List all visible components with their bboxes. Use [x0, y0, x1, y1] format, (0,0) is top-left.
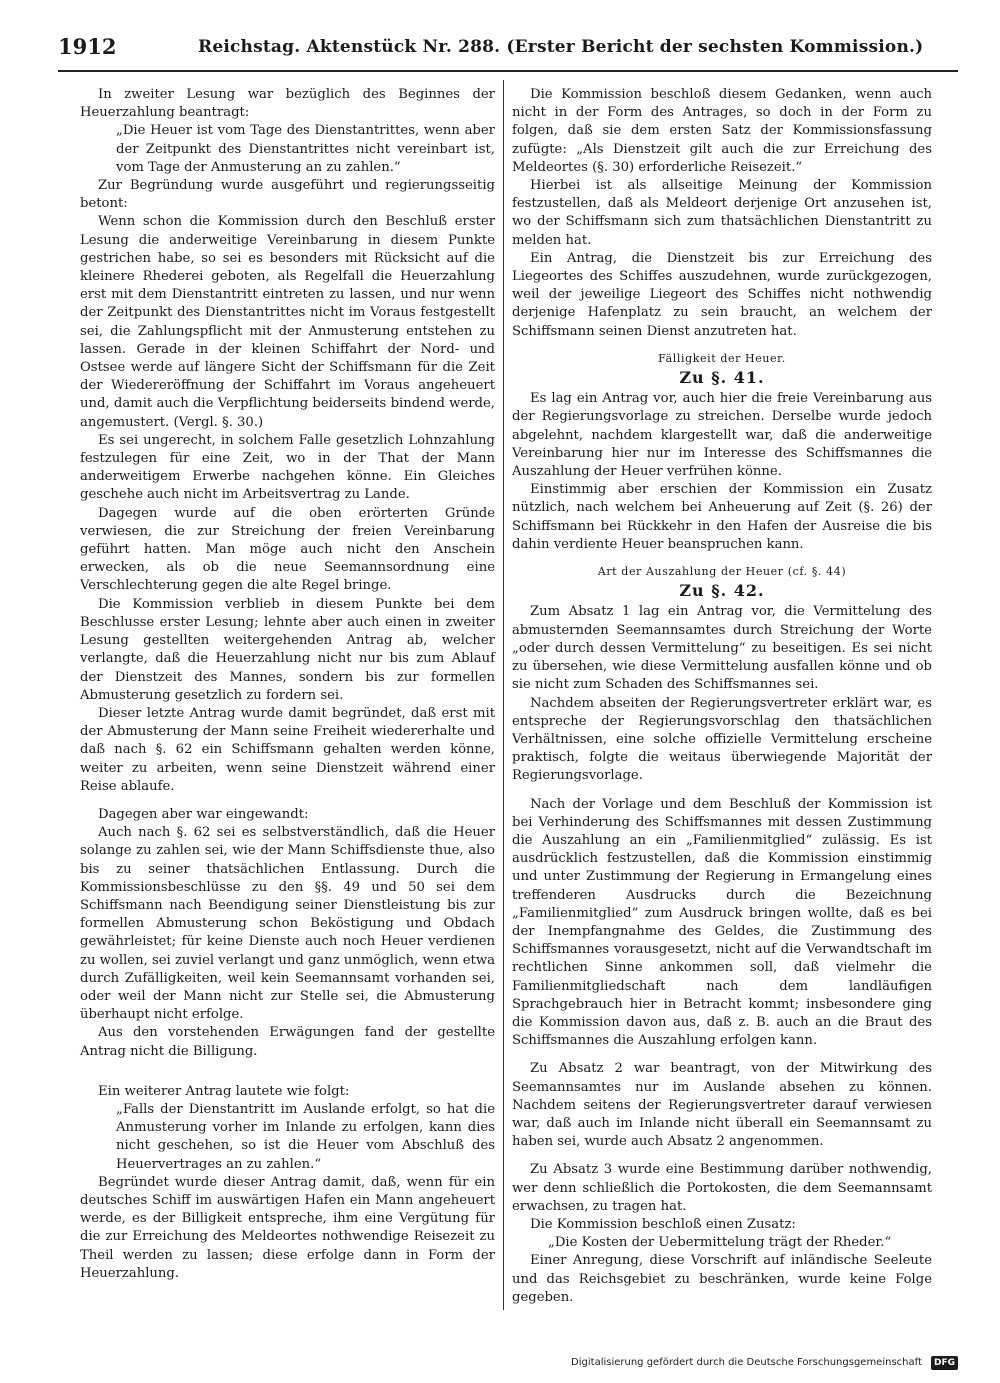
funding-note: Digitalisierung gefördert durch die Deutsche Forschungsgemeinschaft: [571, 1357, 922, 1368]
paragraph: Dagegen aber war eingewandt:: [98, 806, 309, 822]
paragraph: Zu Absatz 3 wurde eine Bestimmung darüber nothwendig, wer denn schließlich die Portokosten, die dem Seemannsamt erwachsen, zu tragen hat.: [512, 1162, 932, 1214]
right-column: [512, 86, 932, 1307]
paragraph: Dagegen wurde auf die oben erörterten Gründe verwiesen, die zur Streichung der freien Vereinbarung geführt hatten. Man möge auch nicht den Anschein erwecken, als ob die neue Seemannsordnung eine Verschlechterung gegen die alte Regel bringe.: [80, 505, 495, 594]
paragraph: Auch nach §. 62 sei es selbstverständlich, daß die Heuer solange zu zahlen sei, wie der Mann Schiffsdienste thue, also bis zu seiner thatsächlichen Entlassung. Durch die Kommissionsbeschlüsse zu den §§. 49 und 50 sei dem Schiffsmann nach Beendigung seiner Dienstleistung bis zur formellen Abmusterung schon Beköstigung und Obdach gewährleistet; für keine Dienste auch noch Heuer verdienen zu wollen, sei zuviel verlangt und ganz unmöglich, wenn etwa durch Zufälligkeiten, weil kein Seemannsamt vorhanden sei, oder weil der Mann nicht zur Stelle sei, die Abmusterung überhaupt nicht erfolge.: [80, 825, 496, 1023]
left-column: [80, 86, 495, 1283]
footer: [571, 1352, 958, 1370]
paragraph: Nach der Vorlage und dem Beschluß der Kommission ist bei Verhinderung des Schiffsmannes mit dessen Zustimmung die Auszahlung an ein „Familienmitglied“ zulässig. Es ist ausdrücklich festzustellen, daß die Kommission einstimmig und unter Zustimmung der Regierung in Ermangelung eines treffenderen Ausdrucks durch die Bezeichnung „Familienmitglied“ zum Ausdruck bringen wollte, daß es bei der Inempfangnahme des Geldes, die Zustimmung des Schiffsmannes vorausgesetzt, nicht auf die Verwandtschaft im rechtlichen Sinne ankommen soll, daß vielmehr die Familienmitgliedschaft nach dem landläufigen Sprachgebrauch hier in Betracht kommt; insbesondere ging die Kommission davon aus, daß z. B. auch an die Braut des Schiffsmannes die Auszahlung erfolgen kann.: [512, 796, 932, 1049]
paragraph: Wenn schon die Kommission durch den Beschluß erster Lesung die anderweitige Vereinbarung in diesem Punkte gestrichen habe, so sei es besonders mit Rücksicht auf die kleinere Rhederei geboten, als Regelfall die Heuerzahlung erst mit dem Dienstantritt eintreten zu lassen, und nur wenn der Zeitpunkt des Dienstantrittes nicht im Voraus festgestellt sei, die Zahlungspflicht mit der Anmusterung entstehen zu lassen. Gerade in der kleinen Schiffahrt der Nord- und Ostsee werde auf längere Sicht der Schiffsmann für die Zeit der Wiedereröffnung der Schiffahrt im Voraus angeheuert und, damit auch die Verpflichtung beiderseits bindend werde, angemustert. (Vergl. §. 30.): [80, 214, 495, 430]
paragraph: Es sei ungerecht, in solchem Falle gesetzlich Lohnzahlung festzulegen für eine Zeit, wo in der That der Mann anderweitigem Erwerbe nachgehen könne. Ein Gleiches geschehe auch nicht im Arbeitsvertrag zu Lande.: [80, 432, 495, 503]
paragraph: Die Kommission beschloß einen Zusatz:: [530, 1216, 796, 1232]
page-number: 1912: [58, 34, 117, 59]
column-separator: [503, 80, 504, 1310]
section-heading: Fälligkeit der Heuer.: [658, 351, 786, 365]
paragraph: Aus den vorstehenden Erwägungen fand der gestellte Antrag nicht die Billigung.: [80, 1025, 495, 1059]
paragraph: Ein weiterer Antrag lautete wie folgt:: [98, 1083, 350, 1099]
quotation: „Die Kosten der Uebermittelung trägt der Rheder.“: [548, 1235, 892, 1251]
paragraph: Hierbei ist als allseitige Meinung der Kommission festzustellen, daß als Meldeort derjenige Ort anzusehen ist, wo der Schiffsmann sich zum thatsächlichen Dienstantritt zu melden hat.: [512, 178, 932, 248]
running-title: Reichstag. Aktenstück Nr. 288. (Erster Bericht der sechsten Kommission.): [198, 37, 924, 57]
section-number: Zu §. 41.: [679, 368, 765, 388]
paragraph: Zum Absatz 1 lag ein Antrag vor, die Vermittelung des abmusternden Seemannsamtes durch Streichung der Worte „oder durch dessen Vermittelung“ zu beseitigen. Es sei nicht zu übersehen, wie diese Vermittelung ausfallen könne und ob sie nicht zum Schaden des Schiffsmannes sei.: [512, 604, 932, 693]
paragraph: Zu Absatz 2 war beantragt, von der Mitwirkung des Seemannsamtes nur im Auslande absehen zu können. Nachdem seitens der Regierungsvertreter darauf verwiesen war, daß auch im Inlande nicht überall ein Seemannsamt zu haben sei, wurde auch Absatz 2 angenommen.: [512, 1061, 932, 1150]
paragraph: Es lag ein Antrag vor, auch hier die freie Vereinbarung aus der Regierungsvorlage zu streichen. Derselbe wurde jedoch abgelehnt, nachdem klargestellt war, daß die anderweitige Vereinbarung hier nur im Interesse des Schiffsmannes die Auszahlung der Heuer verfrühen könne.: [512, 391, 932, 480]
paragraph: Zur Begründung wurde ausgeführt und regierungsseitig betont:: [80, 178, 495, 212]
paragraph: Ein Antrag, die Dienstzeit bis zur Erreichung des Liegeortes des Schiffes auszudehnen, wurde zurückgezogen, weil der jeweilige Liegeort des Schiffes nicht nothwendig derjenige Hafenplatz zu sein braucht, an welchem der Schiffsmann seinen Dienst anzutreten hat.: [512, 250, 932, 339]
paragraph: Begründet wurde dieser Antrag damit, daß, wenn für ein deutsches Schiff im auswärtigen Hafen ein Mann angeheuert werde, es der Billigkeit entspreche, ihm eine Vergütung für die zur Erreichung des Meldeortes nothwendige Reisezeit zu Theil werden zu lassen; diese erfolge dann in Form der Heuerzahlung.: [80, 1174, 495, 1281]
paragraph: Nachdem abseiten der Regierungsvertreter erklärt war, es entspreche der Regierungsvorschlag den thatsächlichen Verhältnissen, eine solche offizielle Vermittelung erscheine praktisch, folgte die weitaus überwiegende Majorität der Regierungsvorlage.: [512, 695, 932, 784]
paragraph: Die Kommission beschloß diesem Gedanken, wenn auch nicht in der Form des Antrages, so doch in der Form zu folgen, daß sie dem ersten Satz der Kommissionsfassung zufügte: „Als Dienstzeit gilt auch die zur Erreichung des Meldeortes (§. 30) erforderliche Reisezeit.“: [512, 87, 932, 175]
paragraph: In zweiter Lesung war bezüglich des Beginnes der Heuerzahlung beantragt:: [80, 87, 495, 121]
section-heading: Art der Auszahlung der Heuer (cf. §. 44): [597, 565, 847, 579]
quotation: „Die Heuer ist vom Tage des Dienstantrittes, wenn aber der Zeitpunkt des Dienstantrittes nicht vereinbart ist, vom Tage der Anmusterung an zu zahlen.“: [116, 123, 495, 175]
paragraph: Dieser letzte Antrag wurde damit begründet, daß erst mit der Abmusterung der Mann seine Freiheit wiedererhalte und daß nach §. 62 ein Schiffsmann gehalten werden könne, weiter zu arbeiten, wenn seine Dienstzeit während einer Reise ablaufe.: [80, 705, 495, 794]
paragraph: Einer Anregung, diese Vorschrift auf inländische Seeleute und das Reichsgebiet zu beschränken, wurde keine Folge gegeben.: [512, 1253, 932, 1305]
quotation: „Falls der Dienstantritt im Auslande erfolgt, so hat die Anmusterung vorher im Inlande zu erfolgen, kann dies nicht geschehen, so ist die Heuer vom Abschluß des Heuervertrages an zu zahlen.“: [116, 1101, 495, 1172]
paragraph: Einstimmig aber erschien der Kommission ein Zusatz nützlich, nach welchem bei Anheuerung auf Zeit (§. 26) der Schiffsmann bei Rückkehr in den Hafen der Ausreise die bis dahin verdiente Heuer beanspruchen kann.: [512, 482, 932, 552]
section-number: Zu §. 42.: [679, 581, 765, 601]
dfg-logo-icon: DFG: [931, 1356, 958, 1370]
header-rule: [58, 70, 958, 72]
page-header: [58, 34, 958, 64]
paragraph: Die Kommission verblieb in diesem Punkte bei dem Beschlusse erster Lesung; lehnte aber auch einen in zweiter Lesung gestellten weitergehenden Antrag ab, welcher verlangte, daß die Heuerzahlung nicht nur bis zum Ablauf der Dienstzeit des Mannes, sondern bis zur formellen Abmusterung gesetzlich zu fordern sei.: [80, 596, 495, 703]
